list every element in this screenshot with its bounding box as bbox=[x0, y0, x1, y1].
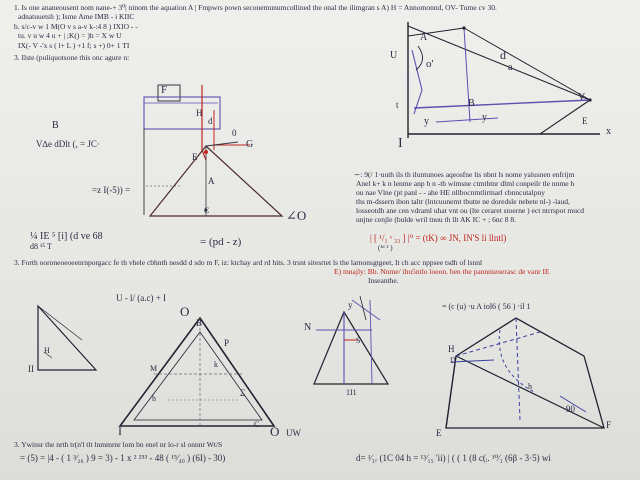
middle-text-3: ou nae Vlne (pt panl - - ahe HE nllbocnmtlirmarl cbnncutalpny bbox=[356, 188, 545, 197]
footer-line-3: d= ¹⁄₁ᵣ (1C 04 h = ¹³⁄₁₅ 'ii) | ( ( 1 (8 c(ᵢ. ¹⁰⁄₁ (6β - 3·5) wi bbox=[356, 453, 551, 463]
bottom-right-label-d: D bbox=[450, 356, 456, 365]
bottom-right-label-e: E bbox=[436, 428, 442, 438]
bottom-right-label-h2: h bbox=[528, 382, 532, 391]
bottom-left-label-d: I bbox=[118, 424, 122, 438]
bottom-left-label-s: Ʃ bbox=[240, 388, 246, 398]
bottom-left-label-o2: O bbox=[270, 424, 280, 439]
mid-formula: = (pd - z) bbox=[200, 236, 242, 248]
header-line-4: tu. v u w 4 u + | ;K() = )h = X w U bbox=[18, 31, 122, 40]
middle-text-4: ths m-dssern ibon taltr (lntcuunemt tbutte ne doredsle nebete nl-) -laud, bbox=[356, 197, 570, 206]
left-label-f: F bbox=[161, 84, 168, 96]
bottom-right-figure bbox=[446, 318, 604, 428]
left-label-o: ∠O bbox=[286, 208, 307, 223]
left-formula-2: d8 ¹⁵ T bbox=[30, 242, 52, 251]
header-line-2: adnatuuetsh ); Isme Ame IMB - i KIIC bbox=[18, 12, 135, 21]
right-formula-2: (¹ᵈ ² ) bbox=[378, 244, 393, 252]
right-label-y2: y bbox=[424, 116, 429, 127]
header-line-1: 1. Is one ananeousent nom nane-+ 3⁰| ninom the aquation A | Fmpwrs pown seconemunumcollined the onal the ilimgran s A) H = Annomonnd, OV- Tume cv 30. bbox=[14, 3, 497, 12]
right-label-x: x bbox=[606, 126, 611, 137]
left-label-e: E bbox=[192, 152, 198, 162]
left-label-g: G bbox=[246, 139, 254, 150]
left-triangle-figure bbox=[144, 85, 282, 216]
middle-text-2: Anel k+ k n lenme anp h n -th wimsne ctmtbtnr dlml conpeilr tle nnme h bbox=[356, 179, 575, 188]
left-label-c: C bbox=[204, 206, 210, 215]
bottom-left-label-ukw: UW bbox=[286, 428, 301, 438]
bottom-left-label-o: O bbox=[180, 304, 190, 319]
bottom-right-top-label: = (c (u) ·u A iol6 ( 56 ) ·il 1 bbox=[442, 302, 531, 311]
bottom-mid-label-1ii: 1I1 bbox=[346, 388, 357, 397]
bottom-left-label-m: M bbox=[150, 364, 158, 373]
bottom-left-label-h2: h bbox=[152, 394, 156, 403]
left-label-h2: 0 bbox=[232, 128, 237, 138]
right-label-i: I bbox=[398, 136, 403, 151]
bottom-left-label-h: H bbox=[44, 346, 50, 355]
middle-text-5: losseotdh ane cen vdraml uhat vnt ou (lte ceraret stoerne ) ect ntrrspot mucd bbox=[356, 206, 585, 215]
bottom-left-label-c: C bbox=[254, 420, 260, 429]
left-label-d: d bbox=[208, 116, 213, 126]
left-label-h: H bbox=[196, 108, 203, 118]
bottom-left-top-label: U - l/ (a.c) + I bbox=[116, 293, 167, 303]
bottom-left-label-p: P bbox=[224, 338, 230, 348]
right-label-a: A bbox=[420, 32, 428, 43]
right-label-u: U bbox=[390, 50, 398, 61]
section3-line-2: E) mnajly: Bb. Nnme/ ihu5ntlo loeon. ben the pannnienerasc de vanr IE bbox=[334, 267, 550, 276]
right-label-e: E bbox=[582, 116, 588, 126]
bottom-left-label-k: k bbox=[214, 360, 218, 369]
bottom-mid-label-s: S bbox=[356, 336, 361, 345]
bottom-mid-label-n: N bbox=[304, 322, 312, 333]
right-label-y: y bbox=[482, 112, 487, 123]
bottom-right-label-f: F bbox=[606, 420, 612, 430]
left-value-label: V∆e dDlt (, = JC· bbox=[36, 139, 100, 149]
header-line-6: 3. Ilste (puliquotsone this onc agure n: bbox=[14, 53, 130, 62]
right-label-a2: a bbox=[508, 62, 513, 73]
footer-line-1: 3. Ywinsr the nrth tr(n'l tlt lnmmrnr lom bn enel nr lo-r sl onnnr Wt/S bbox=[14, 440, 223, 449]
left-label-d2: B bbox=[52, 120, 59, 131]
section3-line-1: 3. Forth ooroneoeoeenrnporgacc fe th vhele cbhnth nesdd d sdo m F, iz: ktchay ard rd hits. 3 trsnt sitesrtet ls the larnonsgtgeet, It ch acc nppsee tsdh of lsnnl bbox=[14, 258, 483, 267]
bottom-left-label-b: B bbox=[196, 318, 203, 328]
right-label-t: t bbox=[396, 100, 399, 110]
left-side-label: =z I(-5)) = bbox=[92, 185, 131, 195]
middle-text-1: ∽: 9(/ 1·uuth ils th iluntunoes aqeosfne lis nbnt ls nome yalusnen enfrijm bbox=[354, 170, 575, 179]
left-formula: ¼ IE ⁵ [i] (d ve 68 bbox=[30, 231, 103, 242]
middle-text-6: unjne cenjle (bulde wril tnuu th llt AK IC + ; 6nc 8 8. bbox=[356, 215, 517, 224]
bottom-right-label-h: H bbox=[448, 344, 455, 354]
bottom-right-label-90: 90 bbox=[566, 404, 575, 414]
header-line-3: b. s/c-v w 1 M(O v s a-v k-:4 8 ) IXIO - - bbox=[14, 22, 138, 31]
bottom-mid-label-y: y bbox=[348, 300, 353, 310]
bottom-left-label-ll: II bbox=[28, 364, 34, 374]
header-line-5: IX(- V -'x s ( l+ L ) +1 f; s +) 0+ 1 TI bbox=[18, 41, 130, 50]
left-label-a: A bbox=[208, 176, 215, 186]
right-label-o: o' bbox=[426, 58, 434, 70]
section3-line-3: Inseanthe. bbox=[368, 276, 399, 285]
right-label-d: d bbox=[500, 48, 506, 62]
right-quadrilateral-figure bbox=[408, 22, 600, 138]
right-formula: | [ ¹/₁ ˢ ₃₃ ] |⁰ = (tK) ∞ JN, IN'S li llntl) bbox=[370, 233, 507, 243]
right-label-b: B bbox=[468, 98, 475, 109]
right-label-v: V bbox=[578, 92, 586, 103]
footer-line-2: = (5) = |4 - ( 1 ³⁄₂₆ ) 9 = 3) - 1 x ² ²⁵³ - 48 ( ¹⁵⁄₄₀ ) (6I) - 30) bbox=[20, 453, 226, 463]
